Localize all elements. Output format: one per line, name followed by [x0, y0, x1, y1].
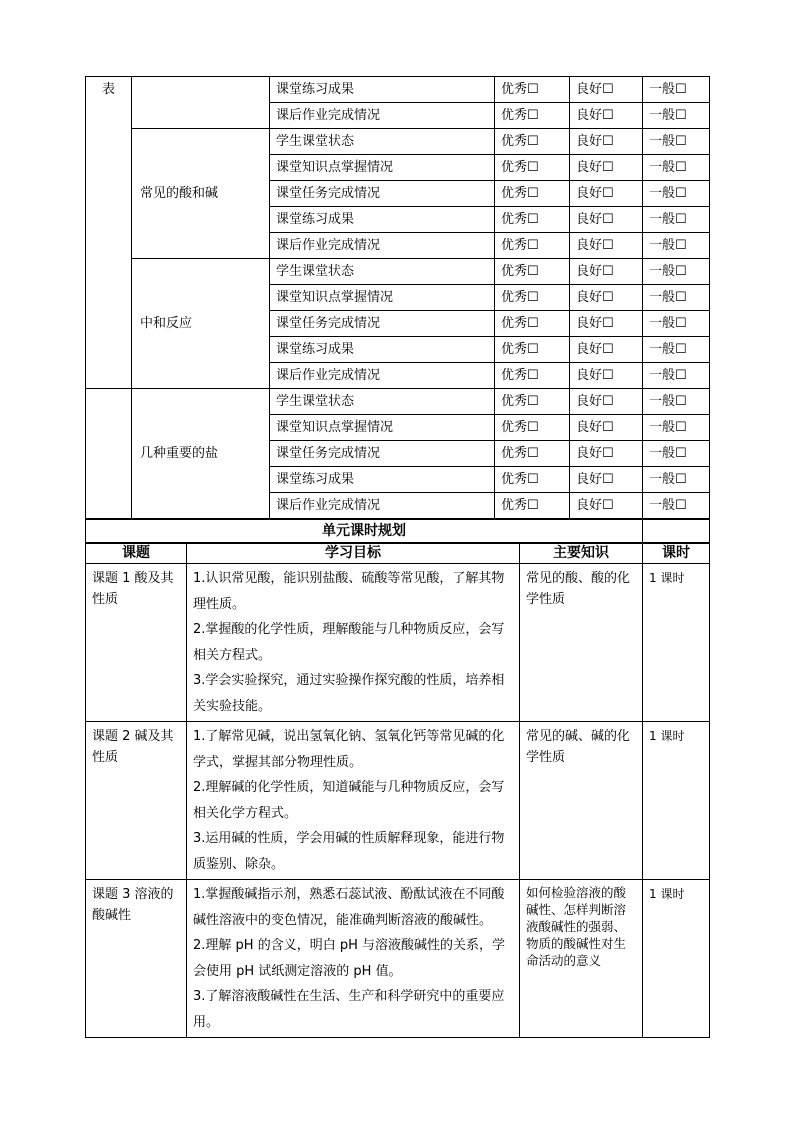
criterion-cell: 课后作业完成情况 — [270, 103, 495, 129]
plan-objectives-cell — [187, 722, 520, 880]
criterion-cell: 课堂练习成果 — [270, 77, 495, 103]
plan-row — [86, 722, 710, 880]
rating-average-checkbox[interactable]: 一般☐ — [643, 155, 710, 181]
rating-good-checkbox[interactable]: 良好☐ — [570, 441, 643, 467]
rating-good-checkbox[interactable]: 良好☐ — [570, 155, 643, 181]
plan-objectives-cell — [187, 880, 520, 1038]
rating-average-checkbox[interactable]: 一般☐ — [643, 285, 710, 311]
plan-objectives-cell — [187, 564, 520, 722]
rating-good-checkbox[interactable]: 良好☐ — [570, 77, 643, 103]
rating-average-checkbox[interactable]: 一般☐ — [643, 181, 710, 207]
criterion-cell: 课堂任务完成情况 — [270, 311, 495, 337]
objective-item: 2.理解 pH 的含义，明白 pH 与溶液酸碱性的关系，学会使用 pH 试纸测定溶液的 pH 值。 — [193, 938, 505, 979]
plan-topic-cell: 课题 1 酸及其性质 — [86, 564, 187, 722]
rating-average-checkbox[interactable]: 一般☐ — [643, 441, 710, 467]
rating-excellent-checkbox[interactable]: 优秀☐ — [495, 285, 570, 311]
header-knowledge: 主要知识 — [520, 544, 643, 564]
objective-item: 3.运用碱的性质，学会用碱的性质解释现象，能进行物质鉴别、除杂。 — [193, 831, 505, 872]
rating-good-checkbox[interactable]: 良好☐ — [570, 311, 643, 337]
objective-item: 3.学会实验探究，通过实验操作探究酸的性质，培养相关实验技能。 — [193, 673, 505, 714]
rating-average-checkbox[interactable]: 一般☐ — [643, 77, 710, 103]
rating-excellent-checkbox[interactable]: 优秀☐ — [495, 181, 570, 207]
rating-excellent-checkbox[interactable]: 优秀☐ — [495, 207, 570, 233]
rating-good-checkbox[interactable]: 良好☐ — [570, 337, 643, 363]
rating-excellent-checkbox[interactable]: 优秀☐ — [495, 103, 570, 129]
evaluation-row — [86, 259, 710, 285]
evaluation-row — [86, 129, 710, 155]
rating-average-checkbox[interactable]: 一般☐ — [643, 259, 710, 285]
rating-average-checkbox[interactable]: 一般☐ — [643, 103, 710, 129]
criterion-cell: 课后作业完成情况 — [270, 363, 495, 389]
topic-cell — [132, 77, 270, 129]
rating-excellent-checkbox[interactable]: 优秀☐ — [495, 77, 570, 103]
criterion-cell: 课堂练习成果 — [270, 207, 495, 233]
evaluation-table — [85, 76, 710, 519]
criterion-cell: 课堂知识点掌握情况 — [270, 415, 495, 441]
rating-excellent-checkbox[interactable]: 优秀☐ — [495, 259, 570, 285]
plan-topic-cell: 课题 3 溶液的酸碱性 — [86, 880, 187, 1038]
lesson-plan-sheet — [85, 76, 709, 1038]
rating-excellent-checkbox[interactable]: 优秀☐ — [495, 415, 570, 441]
rating-excellent-checkbox[interactable]: 优秀☐ — [495, 493, 570, 519]
objective-item: 2.掌握酸的化学性质，理解酸能与几种物质反应，会写相关方程式。 — [193, 622, 505, 663]
criterion-cell: 学生课堂状态 — [270, 129, 495, 155]
rating-average-checkbox[interactable]: 一般☐ — [643, 129, 710, 155]
plan-hours-cell: 1 课时 — [643, 564, 710, 722]
objective-item: 3.了解溶液酸碱性在生活、生产和科学研究中的重要应用。 — [193, 989, 505, 1030]
header-hours: 课时 — [643, 544, 710, 564]
plan-title: 单元课时规划 — [86, 520, 643, 543]
objective-item: 1.掌握酸碱指示剂，熟悉石蕊试液、酚酞试液在不同酸碱性溶液中的变色情况，能准确判断溶液的酸碱性。 — [193, 887, 505, 928]
topic-cell: 常见的酸和碱 — [132, 129, 270, 259]
rating-good-checkbox[interactable]: 良好☐ — [570, 285, 643, 311]
rating-good-checkbox[interactable]: 良好☐ — [570, 129, 643, 155]
header-topic: 课题 — [86, 544, 187, 564]
plan-hours-cell: 1 课时 — [643, 722, 710, 880]
objective-item: 1.认识常见酸，能识别盐酸、硫酸等常见酸，了解其物理性质。 — [193, 571, 505, 612]
criterion-cell: 课堂练习成果 — [270, 467, 495, 493]
criterion-cell: 学生课堂状态 — [270, 389, 495, 415]
criterion-cell: 课后作业完成情况 — [270, 493, 495, 519]
rating-average-checkbox[interactable]: 一般☐ — [643, 337, 710, 363]
category-cell-empty — [86, 389, 132, 519]
plan-table — [85, 543, 710, 1038]
rating-average-checkbox[interactable]: 一般☐ — [643, 493, 710, 519]
criterion-cell: 课后作业完成情况 — [270, 233, 495, 259]
rating-excellent-checkbox[interactable]: 优秀☐ — [495, 389, 570, 415]
rating-good-checkbox[interactable]: 良好☐ — [570, 389, 643, 415]
criterion-cell: 课堂练习成果 — [270, 337, 495, 363]
plan-header-row — [86, 544, 710, 564]
rating-excellent-checkbox[interactable]: 优秀☐ — [495, 129, 570, 155]
rating-excellent-checkbox[interactable]: 优秀☐ — [495, 363, 570, 389]
criterion-cell: 课堂知识点掌握情况 — [270, 285, 495, 311]
rating-good-checkbox[interactable]: 良好☐ — [570, 233, 643, 259]
category-cell: 表 — [86, 77, 132, 389]
rating-excellent-checkbox[interactable]: 优秀☐ — [495, 155, 570, 181]
topic-cell: 中和反应 — [132, 259, 270, 389]
plan-title-spacer — [643, 520, 710, 543]
rating-good-checkbox[interactable]: 良好☐ — [570, 415, 643, 441]
rating-good-checkbox[interactable]: 良好☐ — [570, 259, 643, 285]
rating-average-checkbox[interactable]: 一般☐ — [643, 363, 710, 389]
rating-average-checkbox[interactable]: 一般☐ — [643, 467, 710, 493]
plan-hours-cell: 1 课时 — [643, 880, 710, 1038]
plan-knowledge-cell: 常见的酸、酸的化学性质 — [520, 564, 643, 722]
header-objectives: 学习目标 — [187, 544, 520, 564]
criterion-cell: 课堂知识点掌握情况 — [270, 155, 495, 181]
topic-cell: 几种重要的盐 — [132, 389, 270, 519]
rating-excellent-checkbox[interactable]: 优秀☐ — [495, 467, 570, 493]
evaluation-row — [86, 77, 710, 103]
objective-item: 1.了解常见碱，说出氢氧化钠、氢氧化钙等常见碱的化学式，掌握其部分物理性质。 — [193, 729, 505, 770]
plan-knowledge-cell: 常见的碱、碱的化学性质 — [520, 722, 643, 880]
plan-title-table — [85, 519, 710, 543]
rating-good-checkbox[interactable]: 良好☐ — [570, 181, 643, 207]
rating-good-checkbox[interactable]: 良好☐ — [570, 207, 643, 233]
criterion-cell: 学生课堂状态 — [270, 259, 495, 285]
rating-excellent-checkbox[interactable]: 优秀☐ — [495, 337, 570, 363]
evaluation-row — [86, 389, 710, 415]
rating-average-checkbox[interactable]: 一般☐ — [643, 389, 710, 415]
rating-excellent-checkbox[interactable]: 优秀☐ — [495, 233, 570, 259]
rating-good-checkbox[interactable]: 良好☐ — [570, 493, 643, 519]
plan-row — [86, 564, 710, 722]
criterion-cell: 课堂任务完成情况 — [270, 181, 495, 207]
rating-good-checkbox[interactable]: 良好☐ — [570, 363, 643, 389]
plan-row — [86, 880, 710, 1038]
rating-average-checkbox[interactable]: 一般☐ — [643, 311, 710, 337]
rating-good-checkbox[interactable]: 良好☐ — [570, 103, 643, 129]
rating-excellent-checkbox[interactable]: 优秀☐ — [495, 441, 570, 467]
rating-average-checkbox[interactable]: 一般☐ — [643, 233, 710, 259]
objective-item: 2.理解碱的化学性质，知道碱能与几种物质反应，会写相关化学方程式。 — [193, 780, 505, 821]
rating-average-checkbox[interactable]: 一般☐ — [643, 415, 710, 441]
rating-excellent-checkbox[interactable]: 优秀☐ — [495, 311, 570, 337]
rating-good-checkbox[interactable]: 良好☐ — [570, 467, 643, 493]
plan-topic-cell: 课题 2 碱及其性质 — [86, 722, 187, 880]
criterion-cell: 课堂任务完成情况 — [270, 441, 495, 467]
rating-average-checkbox[interactable]: 一般☐ — [643, 207, 710, 233]
plan-knowledge-cell: 如何检验溶液的酸碱性、怎样判断溶液酸碱性的强弱、物质的酸碱性对生命活动的意义 — [520, 880, 643, 1038]
